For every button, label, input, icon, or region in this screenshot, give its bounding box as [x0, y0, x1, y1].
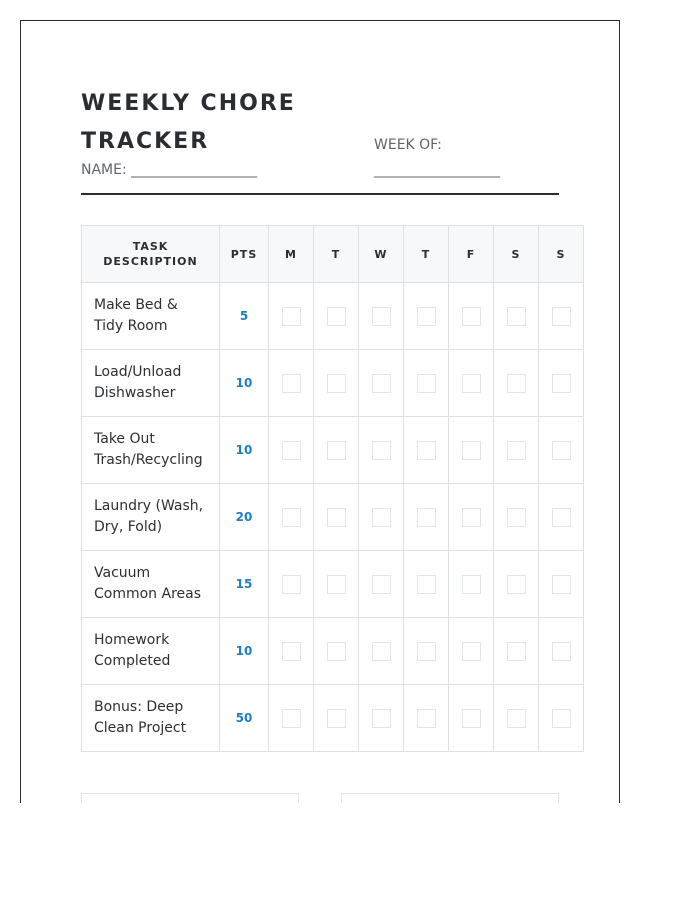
task-line-1: Homework [94, 632, 170, 648]
column-header-tuesday: T [314, 226, 359, 283]
day-cell-tuesday [314, 551, 359, 618]
week-of-label: WEEK OF: [374, 137, 442, 153]
checkbox-sunday[interactable] [552, 441, 571, 460]
task-description [82, 685, 220, 752]
checkbox-monday[interactable] [282, 575, 301, 594]
day-cell-saturday [494, 618, 539, 685]
task-description [82, 350, 220, 417]
task-line-2: Completed [94, 653, 171, 669]
day-cell-friday [449, 618, 494, 685]
table-row [82, 484, 584, 551]
day-cell-sunday [539, 417, 584, 484]
day-cell-wednesday [359, 417, 404, 484]
checkbox-monday[interactable] [282, 307, 301, 326]
week-of-field[interactable]: __________________ [374, 162, 500, 178]
task-line-2: Common Areas [94, 586, 202, 602]
checkbox-thursday[interactable] [417, 575, 436, 594]
checkbox-tuesday[interactable] [327, 709, 346, 728]
task-line-1: Vacuum [94, 565, 151, 581]
chore-table [81, 225, 584, 752]
checkbox-tuesday[interactable] [327, 441, 346, 460]
column-header-saturday: S [494, 226, 539, 283]
checkbox-monday[interactable] [282, 642, 301, 661]
checkbox-wednesday[interactable] [372, 374, 391, 393]
day-cell-thursday [404, 685, 449, 752]
checkbox-saturday[interactable] [507, 441, 526, 460]
day-cell-sunday [539, 484, 584, 551]
day-cell-sunday [539, 685, 584, 752]
task-line-1: Bonus: Deep [94, 699, 184, 715]
chore-tracker-page [20, 20, 620, 803]
day-cell-thursday [404, 283, 449, 350]
task-line-1: Take Out [94, 431, 155, 447]
checkbox-monday[interactable] [282, 709, 301, 728]
day-cell-wednesday [359, 283, 404, 350]
page-title [81, 85, 296, 161]
column-header-friday: F [449, 226, 494, 283]
column-header-task [82, 226, 220, 283]
points-value: 10 [220, 417, 269, 484]
task-line-2: Trash/Recycling [94, 452, 203, 468]
checkbox-saturday[interactable] [507, 374, 526, 393]
day-cell-wednesday [359, 685, 404, 752]
checkbox-friday[interactable] [462, 374, 481, 393]
checkbox-friday[interactable] [462, 575, 481, 594]
day-cell-monday [269, 551, 314, 618]
checkbox-tuesday[interactable] [327, 642, 346, 661]
checkbox-wednesday[interactable] [372, 441, 391, 460]
day-cell-thursday [404, 350, 449, 417]
task-line-1: Make Bed & [94, 297, 178, 313]
checkbox-friday[interactable] [462, 441, 481, 460]
table-row [82, 417, 584, 484]
table-row [82, 551, 584, 618]
day-cell-friday [449, 484, 494, 551]
day-cell-friday [449, 283, 494, 350]
day-cell-wednesday [359, 551, 404, 618]
points-value: 10 [220, 618, 269, 685]
day-cell-monday [269, 618, 314, 685]
column-header-monday: M [269, 226, 314, 283]
checkbox-wednesday[interactable] [372, 709, 391, 728]
checkbox-tuesday[interactable] [327, 307, 346, 326]
table-row [82, 350, 584, 417]
column-header-pts: PTS [220, 226, 269, 283]
day-cell-tuesday [314, 350, 359, 417]
checkbox-wednesday[interactable] [372, 642, 391, 661]
checkbox-tuesday[interactable] [327, 575, 346, 594]
name-field[interactable]: NAME: __________________ [81, 162, 258, 178]
day-cell-tuesday [314, 484, 359, 551]
column-header-wednesday: W [359, 226, 404, 283]
day-cell-saturday [494, 551, 539, 618]
checkbox-saturday[interactable] [507, 642, 526, 661]
points-value: 20 [220, 484, 269, 551]
day-cell-thursday [404, 551, 449, 618]
day-cell-wednesday [359, 618, 404, 685]
table-row [82, 685, 584, 752]
day-cell-tuesday [314, 283, 359, 350]
day-cell-sunday [539, 350, 584, 417]
title-line-1: WEEKLY CHORE [81, 91, 296, 116]
day-cell-monday [269, 283, 314, 350]
checkbox-monday[interactable] [282, 508, 301, 527]
task-line-2: Dry, Fold) [94, 519, 163, 535]
checkbox-saturday[interactable] [507, 709, 526, 728]
task-description [82, 417, 220, 484]
day-cell-monday [269, 417, 314, 484]
checkbox-saturday[interactable] [507, 307, 526, 326]
checkbox-wednesday[interactable] [372, 575, 391, 594]
task-description [82, 618, 220, 685]
day-cell-friday [449, 685, 494, 752]
task-line-2: Clean Project [94, 720, 187, 736]
task-line-1: Laundry (Wash, [94, 498, 204, 514]
checkbox-thursday[interactable] [417, 307, 436, 326]
task-line-2: Dishwasher [94, 385, 176, 401]
day-cell-wednesday [359, 350, 404, 417]
checkbox-thursday[interactable] [417, 441, 436, 460]
title-line-2: TRACKER [81, 129, 210, 154]
points-value: 15 [220, 551, 269, 618]
checkbox-monday[interactable] [282, 374, 301, 393]
checkbox-sunday[interactable] [552, 508, 571, 527]
day-cell-friday [449, 417, 494, 484]
day-cell-wednesday [359, 484, 404, 551]
summary-box-right [341, 793, 559, 803]
day-cell-saturday [494, 350, 539, 417]
day-cell-thursday [404, 618, 449, 685]
day-cell-saturday [494, 484, 539, 551]
day-cell-tuesday [314, 618, 359, 685]
task-description [82, 484, 220, 551]
task-header-line-2: DESCRIPTION [103, 255, 198, 268]
day-cell-sunday [539, 618, 584, 685]
checkbox-sunday[interactable] [552, 575, 571, 594]
checkbox-friday[interactable] [462, 642, 481, 661]
checkbox-friday[interactable] [462, 307, 481, 326]
checkbox-monday[interactable] [282, 441, 301, 460]
table-header-row [82, 226, 584, 283]
checkbox-sunday[interactable] [552, 374, 571, 393]
checkbox-thursday[interactable] [417, 374, 436, 393]
day-cell-monday [269, 484, 314, 551]
column-header-thursday: T [404, 226, 449, 283]
task-line-1: Load/Unload [94, 364, 182, 380]
task-line-2: Tidy Room [94, 318, 168, 334]
checkbox-friday[interactable] [462, 709, 481, 728]
day-cell-saturday [494, 283, 539, 350]
task-header-line-1: TASK [132, 240, 169, 253]
checkbox-tuesday[interactable] [327, 374, 346, 393]
checkbox-thursday[interactable] [417, 642, 436, 661]
checkbox-sunday[interactable] [552, 709, 571, 728]
checkbox-saturday[interactable] [507, 575, 526, 594]
day-cell-saturday [494, 417, 539, 484]
points-value: 5 [220, 283, 269, 350]
task-description [82, 551, 220, 618]
day-cell-sunday [539, 283, 584, 350]
day-cell-thursday [404, 417, 449, 484]
day-cell-tuesday [314, 417, 359, 484]
day-cell-friday [449, 551, 494, 618]
day-cell-thursday [404, 484, 449, 551]
checkbox-thursday[interactable] [417, 709, 436, 728]
table-row [82, 283, 584, 350]
checkbox-thursday[interactable] [417, 508, 436, 527]
checkbox-friday[interactable] [462, 508, 481, 527]
column-header-sunday: S [539, 226, 584, 283]
header-divider [81, 193, 559, 195]
day-cell-sunday [539, 551, 584, 618]
checkbox-sunday[interactable] [552, 307, 571, 326]
day-cell-monday [269, 350, 314, 417]
task-description [82, 283, 220, 350]
table-row [82, 618, 584, 685]
day-cell-saturday [494, 685, 539, 752]
day-cell-friday [449, 350, 494, 417]
checkbox-tuesday[interactable] [327, 508, 346, 527]
points-value: 50 [220, 685, 269, 752]
checkbox-wednesday[interactable] [372, 307, 391, 326]
day-cell-tuesday [314, 685, 359, 752]
summary-box-left [81, 793, 299, 803]
checkbox-wednesday[interactable] [372, 508, 391, 527]
checkbox-saturday[interactable] [507, 508, 526, 527]
day-cell-monday [269, 685, 314, 752]
checkbox-sunday[interactable] [552, 642, 571, 661]
points-value: 10 [220, 350, 269, 417]
